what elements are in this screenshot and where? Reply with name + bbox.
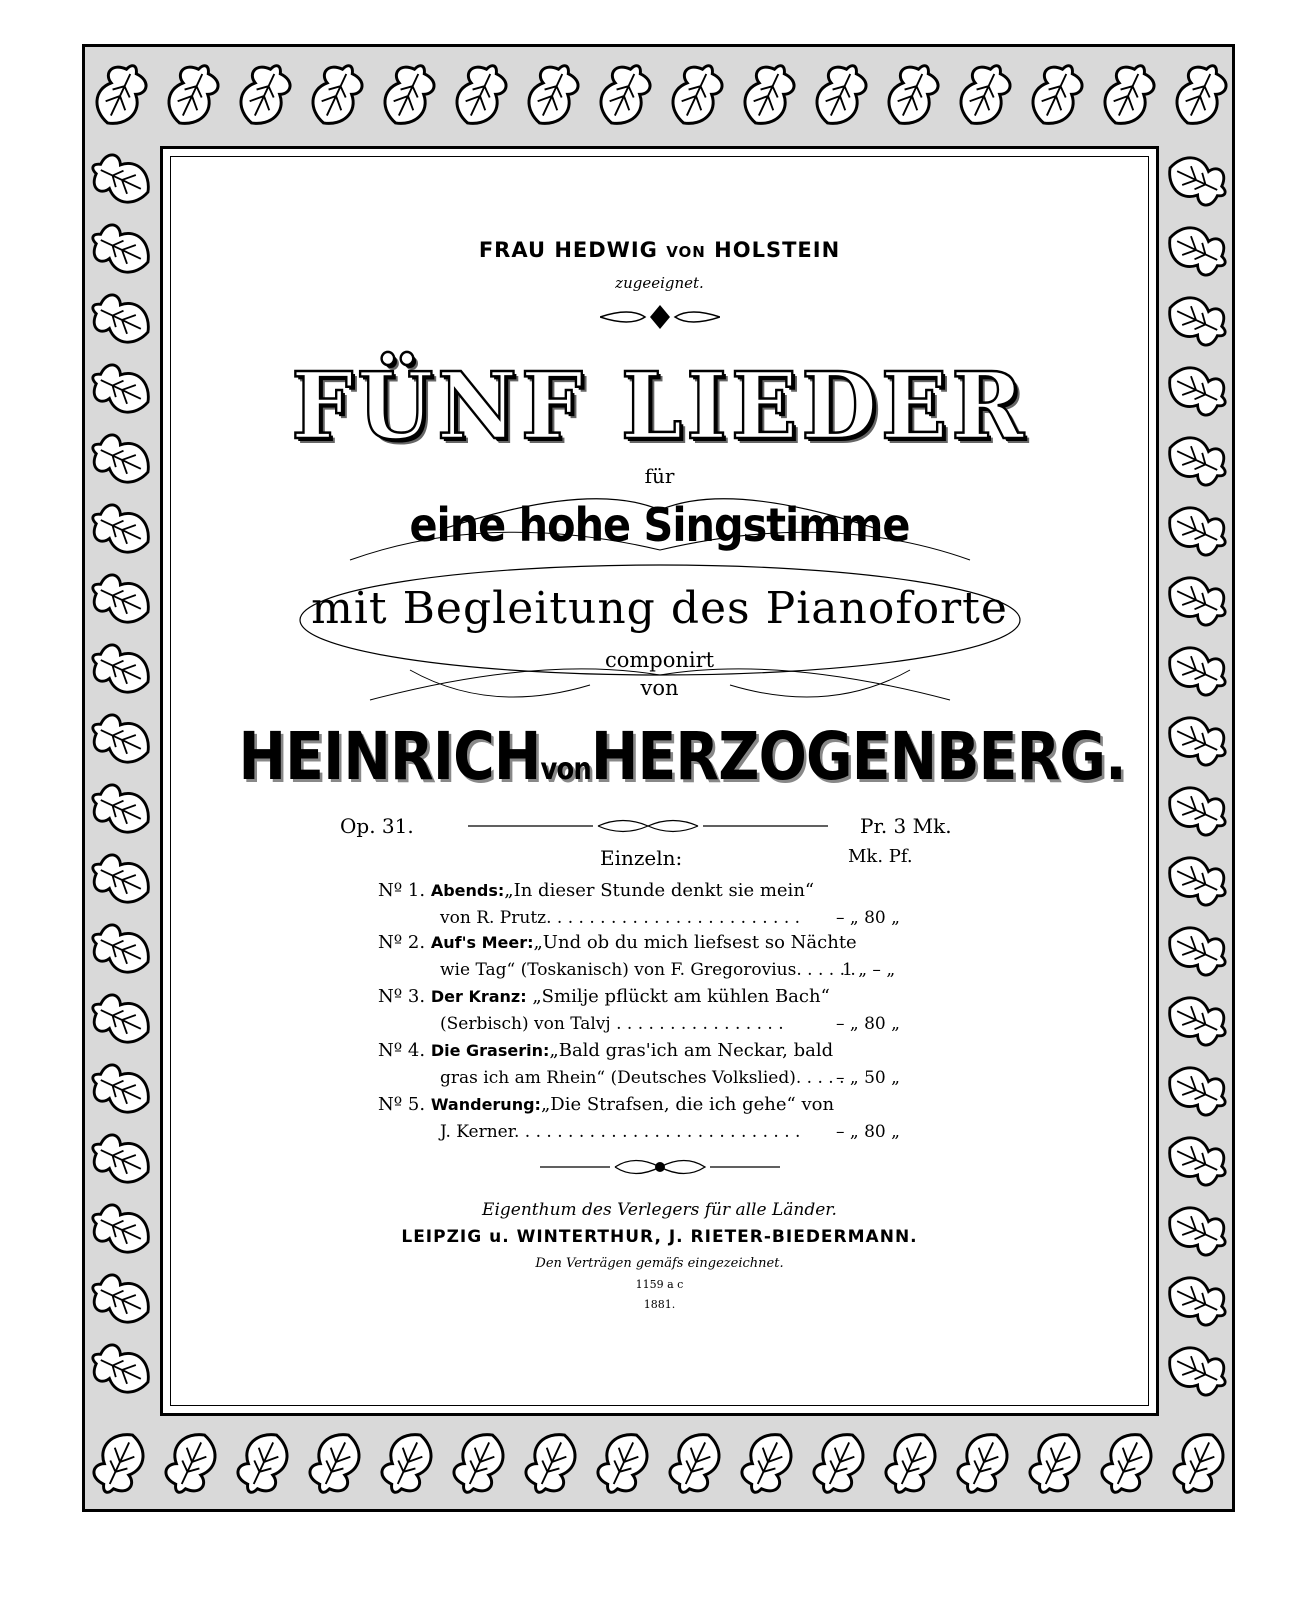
registration-notice: Den Verträgen gemäfs eingezeichnet. [535,1256,784,1271]
song-title: Der Kranz: [430,987,527,1006]
song-title: Wanderung: [430,1095,541,1114]
fleuron-ornament [600,302,720,332]
opus-number: Op. 31. [340,814,414,838]
composer-von: von [540,752,591,787]
von-label: von [640,676,679,700]
rights-notice: Eigenthum des Verlegers für alle Länder. [482,1200,837,1220]
dedication-von: VON [666,243,706,261]
dedication-name-first: FRAU HEDWIG [478,238,658,262]
song-price: – „ 80 „ [836,1122,900,1142]
song-text: „Die Strafsen, die ich gehe“ von [540,1094,835,1115]
accompaniment-line: mit Begleitung des Pianoforte [311,583,1008,634]
componirt-label: componirt [604,648,715,672]
list-item [378,932,857,953]
song-price: – „ 80 „ [836,908,900,928]
list-item [378,1040,833,1061]
song-price: – „ 80 „ [836,1014,900,1034]
song-text: „In dieser Stunde denkt sie mein“ [504,880,815,901]
mk-pf-header: Mk. Pf. [848,846,913,867]
song-number: Nº 3. [378,986,426,1007]
song-source: von R. Prutz. . . . . . . . . . . . . . . . . . . . . . . . [440,908,801,928]
total-price: Pr. 3 Mk. [860,814,952,838]
voice-line: eine hohe Singstimme [409,498,910,552]
main-title: FÜNF LIEDER [291,352,1028,460]
song-number: Nº 2. [378,932,426,953]
bottom-fleuron [540,1152,780,1182]
composer-last: HERZOGENBERG. [590,718,1126,795]
song-title: Die Graserin: [430,1041,550,1060]
song-source: gras ich am Rhein“ (Deutsches Volkslied). . . . . [440,1068,845,1088]
fuer-label: für [644,464,675,488]
song-text: „Smilje pflückt am kühlen Bach“ [532,986,830,1007]
list-item [378,880,814,901]
list-item [378,1094,834,1115]
opus-rule [468,815,828,837]
song-number: Nº 4. [378,1040,426,1061]
einzeln-label: Einzeln: [600,846,683,870]
song-title: Auf's Meer: [430,933,534,952]
publisher-name: LEIPZIG u. WINTERTHUR, J. RIETER-BIEDERMANN. [401,1227,918,1247]
song-text: „Bald gras'ich am Neckar, bald [549,1040,834,1061]
publication-year: 1881. [643,1298,676,1311]
composer-first: HEINRICH [238,718,541,795]
plate-number: 1159 a c [635,1278,684,1291]
song-price: 1 „ – „ [842,960,896,980]
dedication-name-last: HOLSTEIN [714,238,841,262]
list-item [378,986,830,1007]
song-title: Abends: [430,881,505,900]
song-source: (Serbisch) von Talvj . . . . . . . . . . . . . . . . [440,1014,784,1034]
song-number: Nº 5. [378,1094,426,1115]
song-source: J. Kerner. . . . . . . . . . . . . . . . . . . . . . . . . . . [440,1122,801,1142]
dedication [170,238,1149,262]
dedication-zugeeignet: zugeeignet. [615,274,704,292]
song-price: – „ 50 „ [836,1068,900,1088]
song-source: wie Tag“ (Toskanisch) von F. Gregorovius. . . . . . [440,960,856,980]
song-number: Nº 1. [378,880,426,901]
song-text: „Und ob du mich liefsest so Nächte [533,932,857,953]
composer-name [238,718,1126,795]
